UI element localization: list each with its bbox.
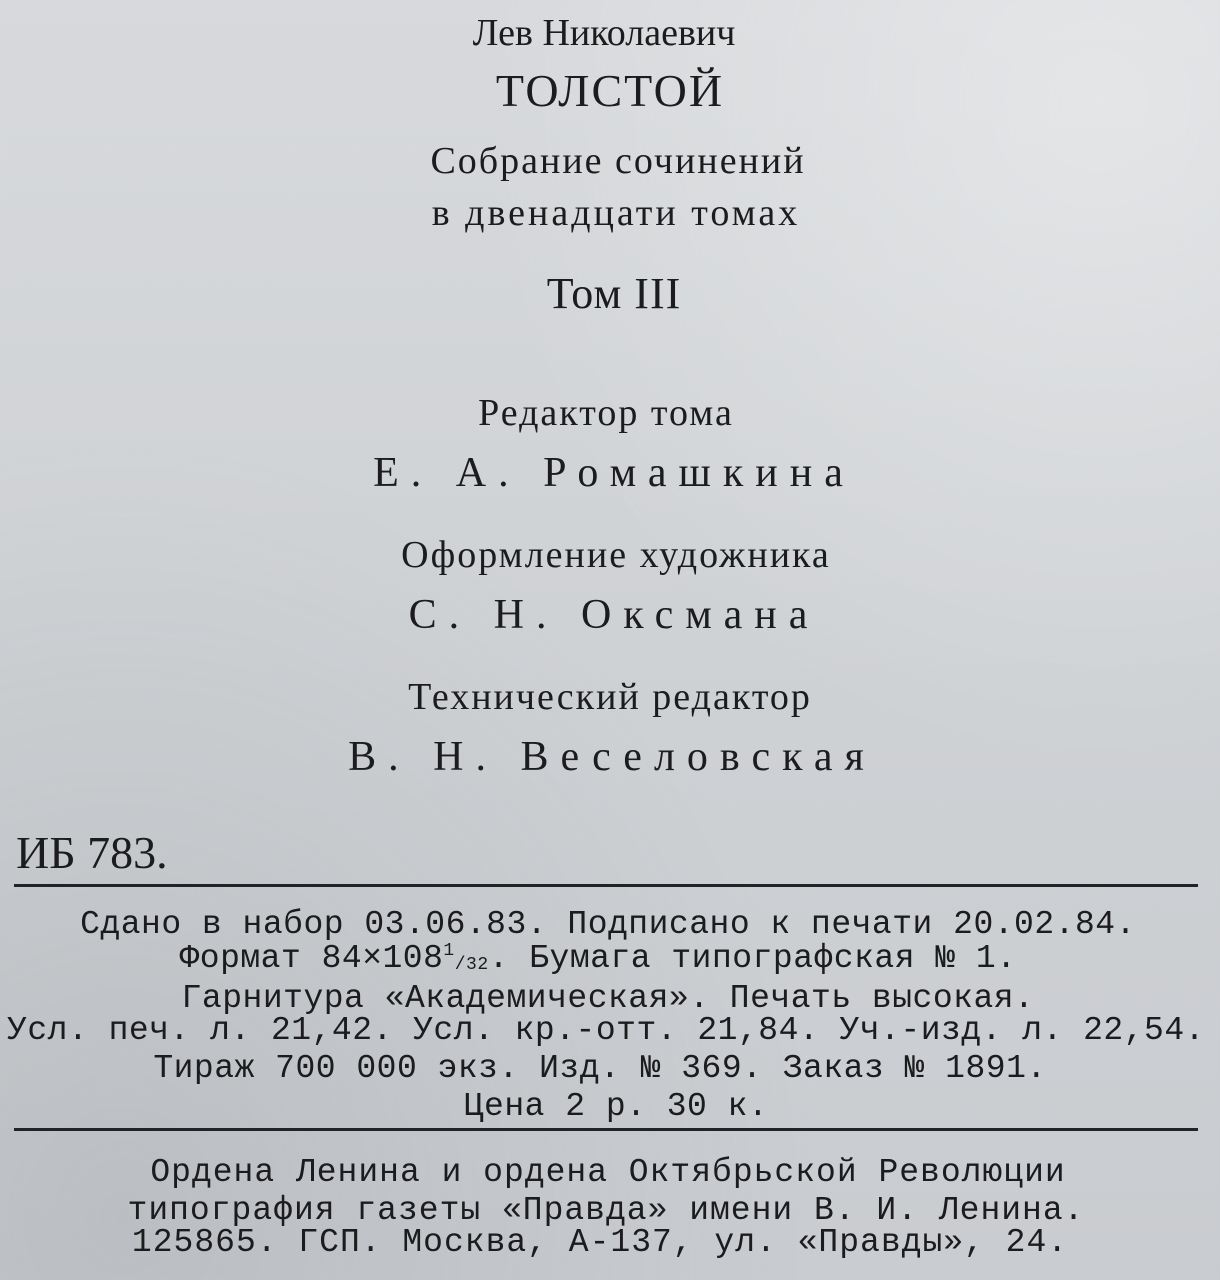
format-subscript: /32	[454, 955, 489, 975]
volume-number: Том III	[546, 269, 682, 318]
format-prefix: Формат 84×108	[179, 940, 444, 977]
collection-title: Собрание сочинений	[430, 140, 806, 182]
credit-role-artist: Оформление художника	[401, 534, 831, 576]
printer-line-2: типография газеты «Правда» имени В. И. Ленина.	[127, 1192, 1085, 1229]
credit-role-volume-editor: Редактор тома	[478, 392, 734, 434]
printer-address: 125865. ГСП. Москва, А-137, ул. «Правды», 24.	[131, 1224, 1069, 1261]
printer-line-1: Ордена Ленина и ордена Октябрьской Революции	[150, 1154, 1066, 1191]
collection-subtitle: в двенадцати томах	[431, 192, 801, 234]
imprint-sheets: Усл. печ. л. 21,42. Усл. кр.-отт. 21,84. Уч.-изд. л. 22,54.	[7, 1012, 1205, 1049]
divider-top	[14, 884, 1198, 887]
imprint-price: Цена 2 р. 30 к.	[463, 1088, 769, 1125]
author-name: Лев Николаевич	[472, 12, 736, 54]
ib-number: ИБ 783.	[16, 827, 168, 878]
credit-person-artist: С. Н. Оксмана	[408, 592, 820, 638]
credit-person-volume-editor: Е. А. Ромашкина	[373, 450, 855, 496]
imprint-dates: Сдано в набор 03.06.83. Подписано к печати 20.02.84.	[80, 906, 1136, 943]
credit-person-technical-editor: В. Н. Веселовская	[348, 734, 876, 780]
imprint-print-run: Тираж 700 000 экз. Изд. № 369. Заказ № 1891.	[153, 1050, 1047, 1087]
format-suffix: . Бумага типографская № 1.	[488, 940, 1017, 977]
format-superscript: 1	[443, 941, 455, 961]
divider-bottom	[14, 1128, 1198, 1131]
author-surname: ТОЛСТОЙ	[495, 65, 725, 116]
imprint-format	[0, 942, 1208, 975]
imprint-typeface: Гарнитура «Академическая». Печать высокая.	[181, 980, 1035, 1017]
credit-role-technical-editor: Технический редактор	[408, 676, 812, 718]
